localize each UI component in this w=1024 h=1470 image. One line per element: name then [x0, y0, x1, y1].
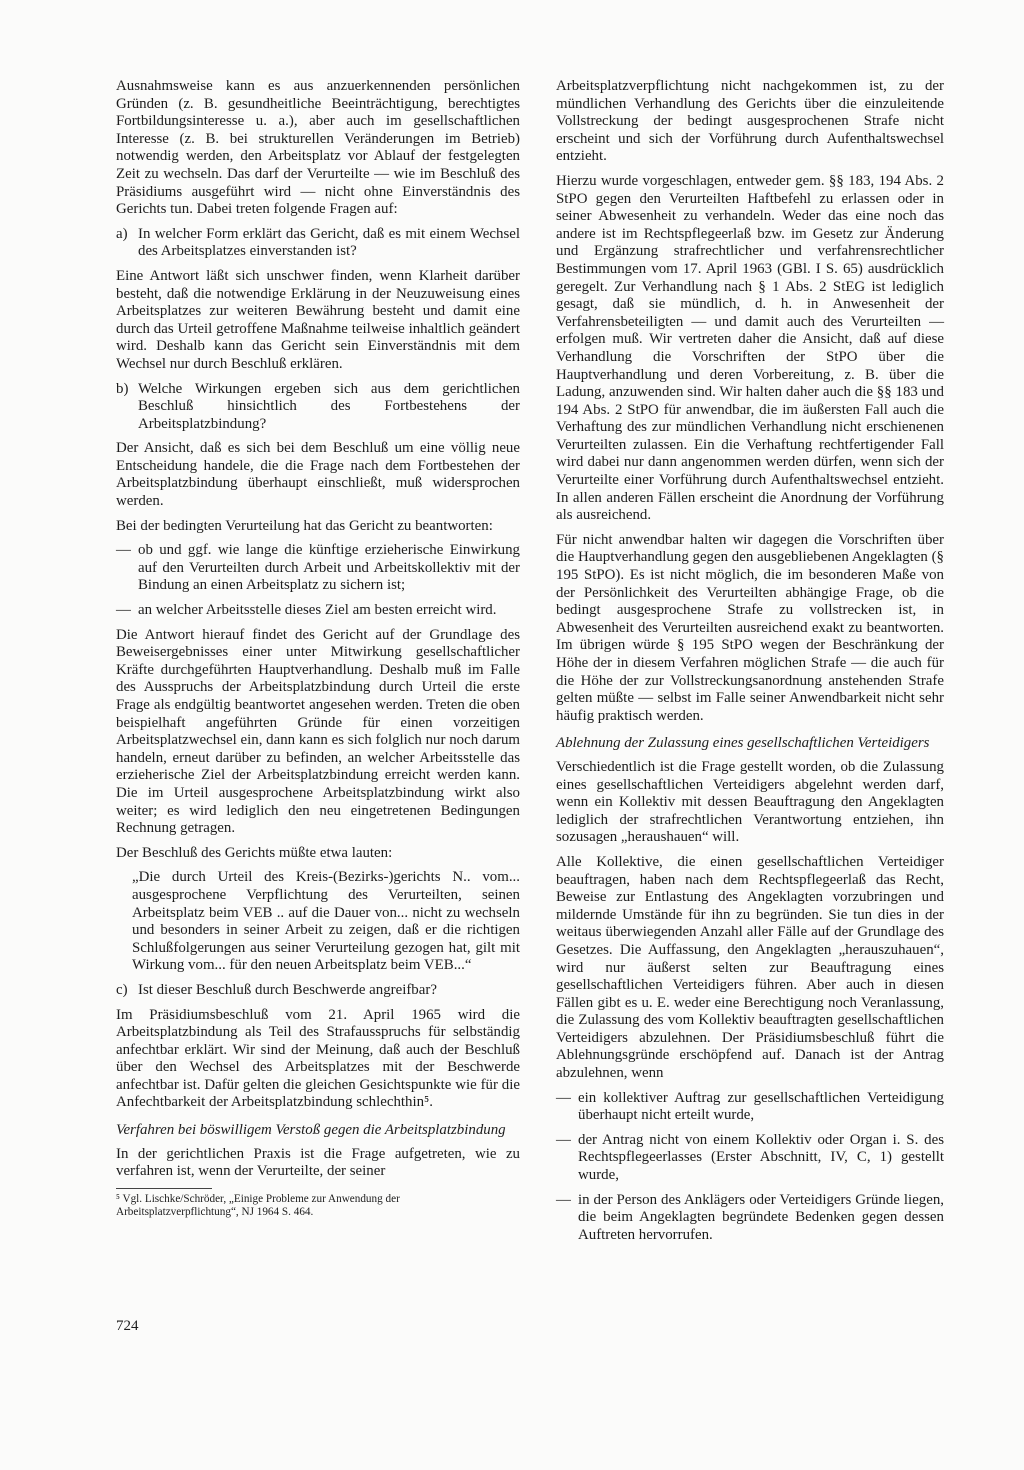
block-quote: „Die durch Urteil des Kreis-(Bezirks-)gerichts N.. vom... ausgesprochene Verpflichtung des Verurteilten, seinen Arbeitsplatz beim VEB .. auf die Dauer von... nicht zu wechseln und besonders in seiner Arbeit zu zeigen, daß er die richtigen Schlußfolgerungen aus seiner Verurteilung gezogen hat, gilt mit Wirkung vom... für den neuen Arbeitsplatz beim VEB...“ [132, 869, 520, 974]
dash-item-text: in der Person des Anklägers oder Verteidigers Gründe liegen, die beim Angeklagten begründete Bedenken gegen dessen Auftreten hervorrufen. [578, 1191, 944, 1243]
right-column [556, 78, 944, 1251]
footnote-divider [116, 1188, 212, 1189]
list-marker: c) [116, 981, 128, 998]
question-text: Ist dieser Beschluß durch Beschwerde angreifbar? [138, 981, 437, 998]
dash-marker: — [556, 1131, 571, 1148]
section-heading: Verfahren bei böswilligem Verstoß gegen die Arbeitsplatzbindung [116, 1122, 506, 1139]
dash-marker: — [116, 602, 131, 619]
question-text: In welcher Form erklärt das Gericht, daß es mit einem Wechsel des Arbeitsplatzes einverstanden ist? [138, 225, 520, 260]
dash-item [556, 1132, 944, 1185]
section-heading: Ablehnung der Zulassung eines gesellschaftlichen Verteidigers [556, 735, 930, 752]
paragraph: Bei der bedingten Verurteilung hat das Gericht zu beantworten: [116, 517, 493, 534]
paragraph: Eine Antwort läßt sich unschwer finden, wenn Klarheit darüber besteht, daß die notwendige Erklärung in der Neuzuweisung eines Arbeitsplatzes zur weiteren Bewährung besteht und damit eine durch das Urteil getroffene Maßnahme teilweise inhaltlich geändert wird. Deshalb kann das Gericht sein Einverständnis mit dem Wechsel nur durch Beschluß erklären. [116, 267, 520, 372]
paragraph: Ausnahmsweise kann es aus anzuerkennenden persönlichen Gründen (z. B. gesundheitliche Beeinträchtigung, berechtigtes Fortbildungsinteresse u. a.), aber auch im gesellschaftlichen Interesse (z. B. bei strukturellen Veränderungen im Betrieb) notwendig werden, den Arbeitsplatz vor Ablauf der festgelegten Zeit zu wechseln. Das darf der Verurteilte — wie im Beschluß des Präsidiums ausgeführt wird — nicht ohne Einverständnis des Gerichts tun. Dabei treten folgende Fragen auf: [116, 78, 520, 218]
left-column [116, 78, 520, 1219]
dash-marker: — [556, 1191, 571, 1208]
question-a [116, 226, 520, 261]
page-number: 724 [116, 1318, 139, 1334]
dash-item [556, 1090, 944, 1125]
paragraph: Verschiedentlich ist die Frage gestellt worden, ob die Zulassung eines gesellschaftlichen Verteidigers abgelehnt werden darf, wenn ein Kollektiv mit dessen Beauftragung den Angeklagten lediglich der strafrechtlichen Verantwortung entziehen, ihn sozusagen „heraushauen“ will. [556, 758, 944, 846]
dash-item [116, 542, 520, 595]
footnote: ⁵ Vgl. Lischke/Schröder, „Einige Probleme zur Anwendung der Arbeitsplatzverpflichtung“, NJ 1964 S. 464. [116, 1192, 400, 1218]
dash-item-text: ein kollektiver Auftrag zur gesellschaftlichen Verteidigung überhaupt nicht erteilt wurde, [578, 1089, 944, 1124]
dash-item-text: ob und ggf. wie lange die künftige erzieherische Einwirkung auf den Verurteilten durch Arbeit und Arbeitskollektiv mit der Bindung an einen Arbeitsplatz zu sichern ist; [138, 542, 520, 594]
paragraph: Im Präsidiumsbeschluß vom 21. April 1965 wird die Arbeitsplatzbindung als Teil des Strafausspruchs für selbständig anfechtbar erklärt. Wir sind der Meinung, daß auch der Beschluß über den Wechsel des Arbeitsplatzes mit der Beschwerde anfechtbar ist. Dafür gelten die gleichen Gesichtspunkte wie für die Anfechtbarkeit der Arbeitsplatzbindung schlechthin⁵. [116, 1006, 520, 1111]
list-marker: a) [116, 225, 128, 242]
paragraph: Der Beschluß des Gerichts müßte etwa lauten: [116, 844, 393, 861]
dash-item [556, 1192, 944, 1245]
paragraph: Arbeitsplatzverpflichtung nicht nachgekommen ist, zu der mündlichen Verhandlung des Gerichts über die einzuleitende Vollstreckung der bedingt ausgesprochenen Strafe nicht erscheint und sich der Vorführung durch Aufenthaltswechsel entzieht. [556, 78, 944, 165]
question-c [116, 982, 520, 1000]
paragraph: Für nicht anwendbar halten wir dagegen die Vorschriften über die Hauptverhandlung gegen den ausgebliebenen Angeklagten (§ 195 StPO). Es ist nicht möglich, die im besonderen Maße von der Persönlichkeit des Verurteilten abhängige Frage, ob die bedingt ausgesprochene Strafe zu vollstrecken ist, in Abwesenheit des Verurteilten ausreichend exakt zu beantworten. Im übrigen würde § 195 StPO wegen der Beschränkung der Höhe der in diesem Verfahren möglichen Strafe — die auch für die Höhe der zur Vollstreckungsanordnung anstehenden Strafe gelten müßte — selbst im Falle seiner Anwendbarkeit nicht sehr häufig praktisch werden. [556, 531, 944, 724]
dash-marker: — [556, 1089, 571, 1106]
paragraph: Hierzu wurde vorgeschlagen, entweder gem. §§ 183, 194 Abs. 2 StPO gegen den Verurteilten Haftbefehl zu erlassen oder in seiner Abwesenheit zu verhandeln. Weder das eine noch das andere ist im Rechtspflegeerlaß bzw. im Gesetz zur Änderung und Ergänzung strafrechtlicher und verfahrensrechtlicher Bestimmungen vom 17. April 1963 (GBl. I S. 65) ausdrücklich geregelt. Zur Verhandlung nach § 1 Abs. 2 StEG ist lediglich gesagt, daß sie mündlich, d. h. in Anwesenheit der Verfahrensbeteiligten — und damit auch des Verurteilten — erfolgen muß. Wir vertreten daher die Ansicht, daß auf diese Verhandlung die Vorschriften der StPO über die Hauptverhandlung und deren Vorbereitung, z. B. über die Ladung, anzuwenden sind. Wir halten daher auch die §§ 183 und 194 Abs. 2 StPO für anwendbar, die im äußersten Fall auch die Verhaftung des zur mündlichen Verhandlung nicht erschienenen Verurteilten zulassen. Ein die Verhaftung rechtfertigender Fall wird dabei nur dann angenommen werden dürfen, wenn sich der Verurteilte einer Vorführung durch Aufenthaltswechsel entzieht. In allen anderen Fällen erscheint die Anordnung der Vorführung als ausreichend. [556, 172, 944, 524]
paragraph: Der Ansicht, daß es sich bei dem Beschluß um eine völlig neue Entscheidung handele, die die Frage nach dem Fortbestehen der Arbeitsplatzbindung überhaupt einschließt, muß widersprochen werden. [116, 440, 520, 510]
paragraph: Die Antwort hierauf findet des Gericht auf der Grundlage des Beweisergebnisses einer unter Mitwirkung gesellschaftlicher Kräfte durchgeführten Hauptverhandlung. Deshalb muß im Falle des Ausspruchs der Arbeitsplatzbindung durch Urteil die erste Frage als endgültig beantwortet angesehen werden. Treten die oben beispielhaft angeführten Gründe für einen vorzeitigen Arbeitsplatzwechsel ein, dann kann es sich folglich nur noch darum handeln, erneut darüber zu befinden, an welcher Arbeitsstelle das erzieherische Ziel der Arbeitsplatzbindung erreicht werden kann. Die im Urteil ausgesprochene Arbeitsplatzbindung wirkt also weiter; es wird lediglich den neu eingetretenen Bedingungen Rechnung getragen. [116, 626, 520, 837]
question-text: Welche Wirkungen ergeben sich aus dem gerichtlichen Beschluß hinsichtlich des Fortbestehens der Arbeitsplatzbindung? [138, 380, 520, 432]
list-marker: b) [116, 380, 129, 397]
paragraph: Alle Kollektive, die einen gesellschaftlichen Verteidiger beauftragen, haben nach dem Rechtspflegeerlaß das Recht, Beweise zur Entlastung des Angeklagten vorzubringen und mildernde Umstände für ihn zu begründen. Sie tun dies in der weitaus überwiegenden Anzahl aller Fälle auf der Grundlage des Gesetzes. Die Auffassung, den Angeklagten „herauszuhauen“, wird nur äußerst selten zur Beauftragung eines gesellschaftlichen Verteidigers führen. Aber auch in diesen Fällen gibt es u. E. weder eine Berechtigung noch Veranlassung, die Zulassung des vom Kollektiv beauftragten gesellschaftlichen Verteidigers abzulehnen. Der Präsidiumsbeschluß führt die Ablehnungsgründe erschöpfend auf. Danach ist der Antrag abzulehnen, wenn [556, 853, 944, 1082]
dash-marker: — [116, 542, 131, 559]
dash-item-text: an welcher Arbeitsstelle dieses Ziel am besten erreicht wird. [138, 602, 497, 619]
dash-item-text: der Antrag nicht von einem Kollektiv oder Organ i. S. des Rechtspflegeerlasses (Erster Abschnitt, IV, C, 1) gestellt wurde, [578, 1131, 944, 1184]
paragraph: In der gerichtlichen Praxis ist die Frage aufgetreten, wie zu verfahren ist, wenn der Verurteilte, der seiner [116, 1145, 520, 1180]
question-b [116, 381, 520, 434]
dash-item [116, 602, 520, 620]
